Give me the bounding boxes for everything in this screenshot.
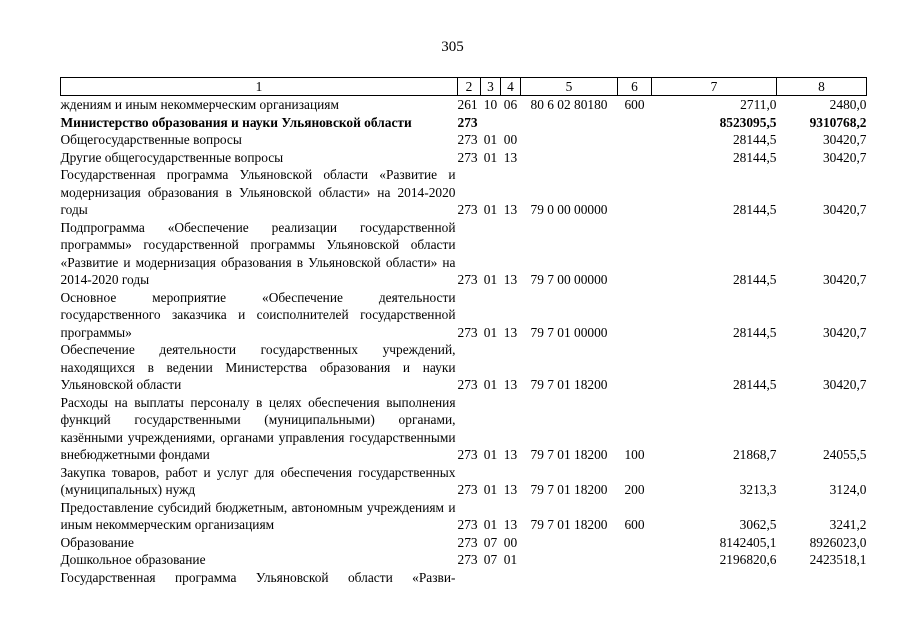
sum-year2-cell: 2423518,1 bbox=[809, 552, 867, 567]
sum-year2-cell: 30420,7 bbox=[822, 202, 867, 217]
subsection-cell: 00 bbox=[503, 132, 518, 147]
table-row bbox=[61, 394, 867, 464]
subsection-cell: 13 bbox=[503, 447, 518, 462]
table-row bbox=[61, 499, 867, 534]
admin-code-cell: 261 bbox=[457, 97, 478, 112]
target-article-cell: 80 6 02 80180 bbox=[530, 97, 608, 112]
expense-type-cell bbox=[618, 569, 652, 587]
name-cell: Министерство образования и науки Ульяновской области bbox=[60, 114, 412, 130]
admin-code-cell bbox=[458, 569, 481, 587]
header-col-5: 5 bbox=[521, 78, 618, 96]
admin-code-cell: 273 bbox=[457, 377, 478, 392]
budget-table bbox=[60, 77, 867, 586]
name-cell: Другие общегосударственные вопросы bbox=[60, 149, 284, 165]
name-cell: Дошкольное образование bbox=[60, 552, 206, 567]
sum-year1-cell: 28144,5 bbox=[732, 324, 777, 340]
name-cell: ждениям и иным некоммерческим организациям bbox=[60, 97, 339, 112]
subsection-cell: 01 bbox=[503, 552, 518, 567]
subsection-cell: 13 bbox=[503, 149, 518, 165]
expense-type-cell bbox=[618, 149, 652, 167]
name-cell: Государственная программа Ульяновской области «Развитие и модернизация образования в Ульяновской области» на 2014-2020 годы bbox=[60, 167, 456, 217]
sum-year2-cell bbox=[777, 569, 867, 587]
table-row bbox=[61, 551, 867, 569]
sum-year1-cell: 8142405,1 bbox=[719, 534, 777, 550]
admin-code-cell: 273 bbox=[457, 272, 478, 287]
expense-type-cell bbox=[618, 534, 652, 552]
header-col-2: 2 bbox=[458, 78, 481, 96]
target-article-cell: 79 0 00 00000 bbox=[530, 202, 608, 217]
sum-year1-cell: 28144,5 bbox=[732, 132, 777, 147]
target-article-cell bbox=[521, 569, 618, 587]
subsection-cell: 13 bbox=[503, 482, 518, 497]
expense-type-cell bbox=[618, 166, 652, 219]
header-col-1: 1 bbox=[61, 78, 458, 96]
admin-code-cell: 273 bbox=[457, 324, 478, 340]
expense-type-cell: 100 bbox=[624, 447, 645, 462]
sum-year2-cell: 30420,7 bbox=[822, 149, 867, 165]
header-row bbox=[61, 78, 867, 96]
table-row bbox=[61, 166, 867, 219]
table-body bbox=[61, 96, 867, 587]
section-cell: 07 bbox=[483, 534, 498, 550]
name-cell: Государственная программа Ульяновской области «Разви- bbox=[60, 569, 456, 585]
expense-type-cell: 600 bbox=[624, 97, 645, 112]
sum-year2-cell: 30420,7 bbox=[822, 272, 867, 287]
admin-code-cell: 273 bbox=[457, 114, 478, 130]
admin-code-cell: 273 bbox=[457, 132, 478, 147]
table-row bbox=[61, 149, 867, 167]
sum-year2-cell: 2480,0 bbox=[829, 97, 867, 112]
sum-year1-cell bbox=[652, 569, 777, 587]
expense-type-cell bbox=[618, 289, 652, 342]
section-cell: 01 bbox=[483, 324, 498, 340]
target-article-cell: 79 7 01 00000 bbox=[530, 324, 608, 340]
sum-year1-cell: 28144,5 bbox=[732, 377, 777, 392]
header-col-7: 7 bbox=[652, 78, 777, 96]
section-cell: 01 bbox=[483, 272, 498, 287]
header-col-8: 8 bbox=[777, 78, 867, 96]
table-header bbox=[61, 78, 867, 96]
expense-type-cell bbox=[618, 341, 652, 394]
section-cell bbox=[481, 114, 501, 132]
admin-code-cell: 273 bbox=[457, 517, 478, 532]
section-cell: 01 bbox=[483, 482, 498, 497]
admin-code-cell: 273 bbox=[457, 149, 478, 165]
sum-year1-cell: 21868,7 bbox=[732, 447, 777, 462]
expense-type-cell bbox=[618, 219, 652, 289]
sum-year1-cell: 28144,5 bbox=[732, 202, 777, 217]
sum-year2-cell: 30420,7 bbox=[822, 324, 867, 340]
sum-year1-cell: 28144,5 bbox=[732, 149, 777, 165]
name-cell: Подпрограмма «Обеспечение реализации государственной программы» государственной программы Ульяновской области «Развитие и модернизация образования в Ульяновской области» на 2014-2020 годы bbox=[60, 219, 456, 287]
target-article-cell bbox=[521, 114, 618, 132]
sum-year2-cell: 24055,5 bbox=[822, 447, 867, 462]
subsection-cell: 13 bbox=[503, 324, 518, 340]
header-col-4: 4 bbox=[501, 78, 521, 96]
sum-year1-cell: 28144,5 bbox=[732, 272, 777, 287]
subsection-cell: 00 bbox=[503, 534, 518, 550]
subsection-cell bbox=[501, 114, 521, 132]
expense-type-cell bbox=[618, 114, 652, 132]
admin-code-cell: 273 bbox=[457, 534, 478, 550]
name-cell: Общегосударственные вопросы bbox=[60, 132, 242, 147]
target-article-cell: 79 7 00 00000 bbox=[530, 272, 608, 287]
target-article-cell bbox=[521, 551, 618, 569]
target-article-cell bbox=[521, 149, 618, 167]
section-cell: 01 bbox=[483, 132, 498, 147]
sum-year2-cell: 8926023,0 bbox=[809, 534, 867, 550]
sum-year2-cell: 9310768,2 bbox=[809, 114, 867, 130]
table-row bbox=[61, 219, 867, 289]
sum-year1-cell: 3213,3 bbox=[739, 482, 777, 497]
name-cell: Образование bbox=[60, 534, 134, 550]
target-article-cell bbox=[521, 534, 618, 552]
admin-code-cell: 273 bbox=[457, 202, 478, 217]
table-row bbox=[61, 569, 867, 587]
table-row bbox=[61, 289, 867, 342]
section-cell: 10 bbox=[483, 97, 498, 112]
sum-year1-cell: 3062,5 bbox=[739, 517, 777, 532]
target-article-cell bbox=[521, 131, 618, 149]
expense-type-cell bbox=[618, 551, 652, 569]
subsection-cell: 13 bbox=[503, 377, 518, 392]
sum-year2-cell: 3124,0 bbox=[829, 482, 867, 497]
name-cell: Основное мероприятие «Обеспечение деятельности государственного заказчика и соисполнителей государственной программы» bbox=[60, 289, 456, 340]
subsection-cell: 13 bbox=[503, 202, 518, 217]
sum-year1-cell: 2711,0 bbox=[740, 97, 777, 112]
section-cell: 01 bbox=[483, 149, 498, 165]
table-row bbox=[61, 96, 867, 114]
target-article-cell: 79 7 01 18200 bbox=[530, 482, 608, 497]
table-row bbox=[61, 464, 867, 499]
sum-year2-cell: 30420,7 bbox=[822, 132, 867, 147]
table-row bbox=[61, 341, 867, 394]
page-number: 305 bbox=[441, 39, 464, 55]
expense-type-cell: 200 bbox=[624, 482, 645, 497]
admin-code-cell: 273 bbox=[457, 482, 478, 497]
header-col-3: 3 bbox=[481, 78, 501, 96]
subsection-cell: 06 bbox=[503, 97, 518, 112]
target-article-cell: 79 7 01 18200 bbox=[530, 447, 608, 462]
section-cell: 07 bbox=[483, 552, 498, 567]
expense-type-cell bbox=[618, 131, 652, 149]
name-cell: Расходы на выплаты персоналу в целях обеспечения выполнения функций государственными (муниципальными) органами, казёнными учреждениями, органами управления государственными внебюджетными фондами bbox=[60, 394, 456, 462]
sum-year1-cell: 2196820,6 bbox=[719, 552, 777, 567]
section-cell: 01 bbox=[483, 377, 498, 392]
section-cell bbox=[481, 569, 501, 587]
header-col-6: 6 bbox=[618, 78, 652, 96]
name-cell: Закупка товаров, работ и услуг для обеспечения государственных (муниципальных) нужд bbox=[60, 464, 456, 497]
name-cell: Обеспечение деятельности государственных учреждений, находящихся в ведении Министерства образования и науки Ульяновской области bbox=[60, 342, 456, 392]
expense-type-cell: 600 bbox=[624, 517, 645, 532]
sum-year2-cell: 30420,7 bbox=[822, 377, 867, 392]
table-row bbox=[61, 114, 867, 132]
sum-year2-cell: 3241,2 bbox=[829, 517, 867, 532]
section-cell: 01 bbox=[483, 517, 498, 532]
section-cell: 01 bbox=[483, 202, 498, 217]
table-row bbox=[61, 534, 867, 552]
sum-year1-cell: 8523095,5 bbox=[719, 114, 777, 130]
section-cell: 01 bbox=[483, 447, 498, 462]
target-article-cell: 79 7 01 18200 bbox=[530, 377, 608, 392]
target-article-cell: 79 7 01 18200 bbox=[530, 517, 608, 532]
table-row bbox=[61, 131, 867, 149]
subsection-cell: 13 bbox=[503, 517, 518, 532]
admin-code-cell: 273 bbox=[457, 447, 478, 462]
name-cell: Предоставление субсидий бюджетным, автономным учреждениям и иным некоммерческим организациям bbox=[60, 499, 456, 532]
admin-code-cell: 273 bbox=[457, 552, 478, 567]
subsection-cell: 13 bbox=[503, 272, 518, 287]
subsection-cell bbox=[501, 569, 521, 587]
